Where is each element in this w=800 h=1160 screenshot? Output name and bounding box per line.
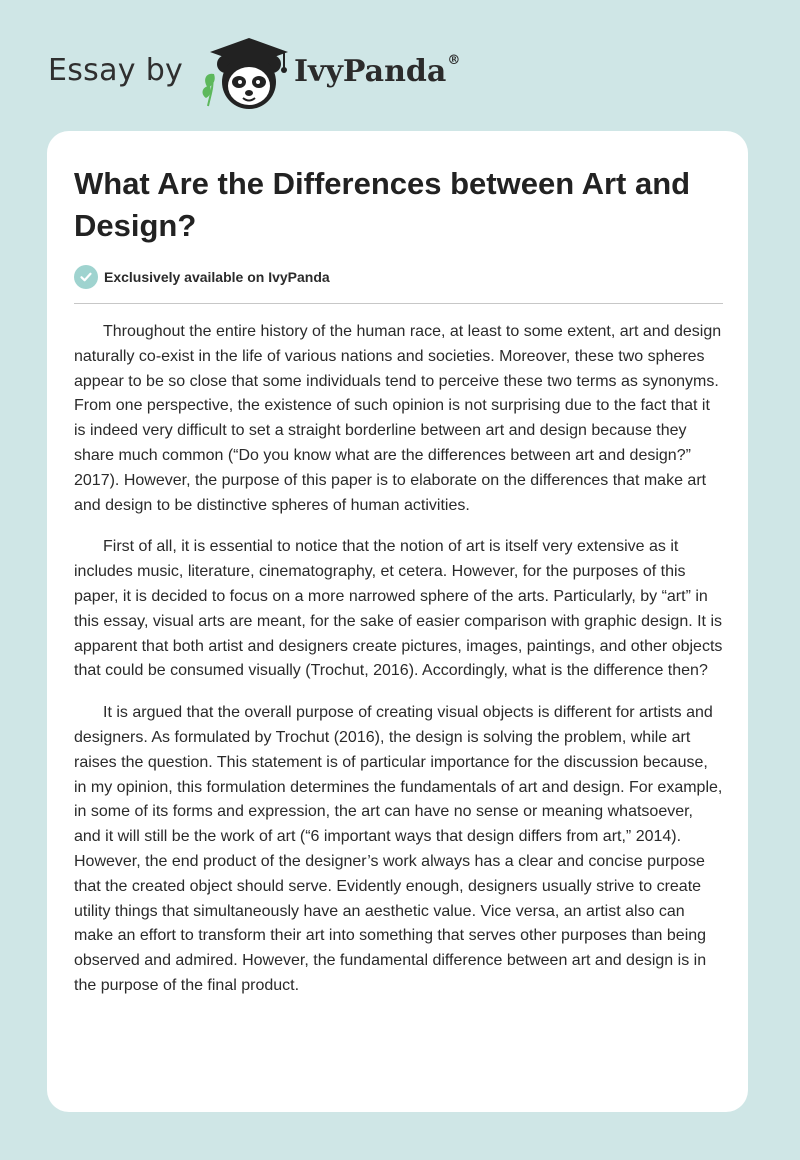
paragraph: It is argued that the overall purpose of creating visual objects is different for artists and designers. As formulated by Trochut (2016), the design is solving the problem, while art raises the question. This statement is of particular importance for the discussion because, in my opinion, this formulation determines the fundamentals of art and design. For example, in some of its forms and expression, the art can have no sense or meaning whatsoever, and it will still be the work of art (“6 important ways that design differs from art,” 2014). However, the end product of the designer’s work always has a clear and concise purpose that the created object should serve. Evidently enough, designers usually strive to create utility things that simultaneously have an aesthetic value. Vice versa, an artist also can make an effort to transform their art into something that serves other purposes than being observed and admired. However, the fundamental difference between art and design is in the purpose of the final product. xyxy=(74,704,723,994)
essay-title: What Are the Differences between Art and Design? xyxy=(74,166,691,243)
availability-badge xyxy=(74,264,330,290)
site-header xyxy=(48,34,508,114)
paragraph: First of all, it is essential to notice that the notion of art is itself very extensive as it includes music, literature, cinematography, et cetera. However, for the purposes of this paper, it is decided to focus on a more narrowed sphere of the arts. Particularly, by “art” in this essay, visual arts are meant, for the sake of easier comparison with graphic design. It is apparent that both artist and designers create pictures, images, paintings, and other objects that could be consumed visually (Trochut, 2016). Accordingly, what is the difference then? xyxy=(74,538,723,680)
paragraph: Throughout the entire history of the human race, at least to some extent, art and design naturally co-exist in the life of various nations and societies. Moreover, these two spheres appear to be so close that some individuals tend to perceive these two terms as synonyms. From one perspective, the existence of such opinion is not surprising due to the fact that it is indeed very difficult to set a straight borderline between art and design because they share much common (“Do you know what are the differences between art and design?” 2017). However, the purpose of this paper is to elaborate on the differences that make art and design to be distinctive spheres of human activities. xyxy=(74,323,722,514)
essay-card xyxy=(47,131,748,1112)
availability-text: Exclusively available on IvyPanda xyxy=(104,269,330,285)
registered-mark: ® xyxy=(447,53,461,68)
panda-graduate-logo-icon[interactable] xyxy=(200,34,296,112)
divider xyxy=(74,303,723,304)
essay-body xyxy=(74,320,724,1016)
checkmark-icon xyxy=(74,265,98,289)
brand-name[interactable]: IvyPanda® xyxy=(294,53,461,89)
essay-by-label: Essay by xyxy=(48,53,184,88)
